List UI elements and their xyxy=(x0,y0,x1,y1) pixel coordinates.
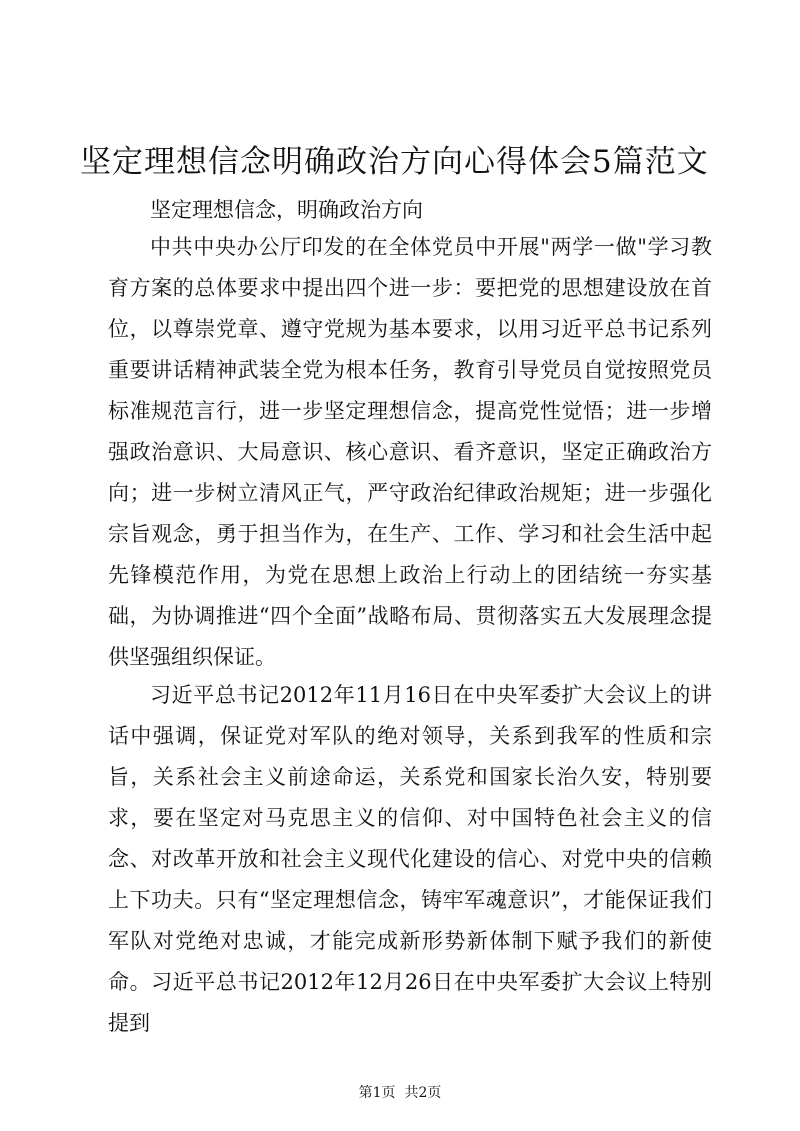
page-number-footer: 第1页 共2页 xyxy=(358,1085,442,1101)
document-title: 坚定理想信念明确政治方向心得体会5篇范文 xyxy=(80,144,709,180)
document-subtitle: 坚定理想信念，明确政治方向 xyxy=(150,198,423,222)
body-paragraph: 中共中央办公厅印发的在全体党员中开展"两学一做"学习教育方案的总体要求中提出四个进一步：要把党的思想建设放在首位，以尊崇党章、遵守党规为基本要求，以用习近平总书记系列重要讲话精神武装全党为根本任务，教育引导党员自觉按照党员标准规范言行，进一步坚定理想信念，提高党性觉悟；进一步增强政治意识、大局意识、核心意识、看齐意识，坚定正确政治方向；进一步树立清风正气，严守政治纪律政治规矩；进一步强化宗旨观念，勇于担当作为，在生产、工作、学习和社会生活中起先锋模范作用，为党在思想上政治上行动上的团结统一夯实基础，为协调推进“四个全面”战略布局、贯彻落实五大发展理念提供坚强组织保证。 xyxy=(108,235,712,669)
body-paragraph: 习近平总书记2012年11月16日在中央军委扩大会议上的讲话中强调，保证党对军队的绝对领导，关系到我军的性质和宗旨，关系社会主义前途命运，关系党和国家长治久安，特别要求，要在坚定对马克思主义的信仰、对中国特色社会主义的信念、对改革开放和社会主义现代化建设的信心、对党中央的信赖上下功夫。只有“坚定理想信念，铸牢军魂意识”，才能保证我们军队对党绝对忠诚，才能完成新形势新体制下赋予我们的新使命。习近平总书记2012年12月26日在中央军委扩大会议上特别提到 xyxy=(108,683,712,1035)
